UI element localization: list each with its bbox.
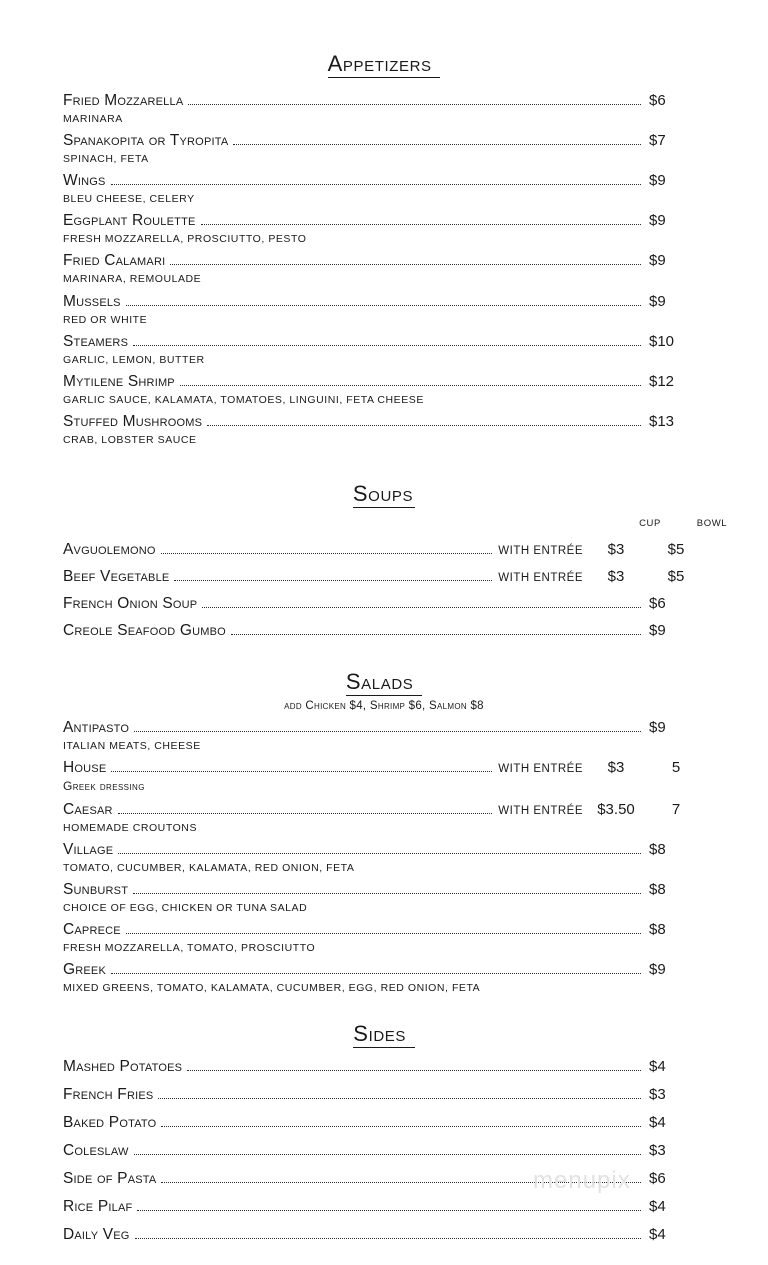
menu-item-name: French Onion Soup [63,594,198,612]
menu-item [63,1058,705,1076]
column-header-bowl: BOWL [696,517,728,529]
menu-item-name: Fried Calamari [63,252,166,270]
menu-item [63,881,705,914]
menu-item [63,252,705,285]
menu-item-list [63,1058,705,1244]
menu-item-name: Antipasto [63,719,130,737]
menupix-watermark: menupix [533,1167,631,1194]
section-title: Soups [353,482,415,508]
menu-item [63,373,705,406]
section-heading-sides [63,1022,705,1048]
menu-item-name: Wings [63,172,106,190]
with-entree-note: WITH ENTRÉE [498,571,583,584]
menu-item-row [63,1198,705,1216]
menu-item [63,568,705,586]
menu-item [63,413,705,446]
menu-item-price: $6 [649,594,666,612]
menu-item-name: Spanakopita or Tyropita [63,132,229,150]
menu-item [63,801,705,834]
menu-item-row [63,373,705,391]
dot-leader [118,813,493,814]
dot-leader [134,731,641,732]
menu-item [63,759,705,794]
menu-item-name: Side of Pasta [63,1170,157,1188]
menu-item-price: $3 [649,1086,666,1104]
menu-item-row [63,801,705,819]
menu-item-description: GARLIC SAUCE, KALAMATA, TOMATOES, LINGUINI, FETA CHEESE [63,393,424,406]
dot-leader [134,1154,641,1155]
dot-leader [161,1126,641,1127]
menu-item-name: Fried Mozzarella [63,92,184,110]
menu-item [63,1170,705,1188]
dot-leader [111,184,641,185]
menu-item-row [63,172,705,190]
section-title: Sides [353,1022,414,1048]
menu-item-price: $12 [649,372,675,390]
section-sides [63,994,705,1244]
menu-item-name: Steamers [63,332,129,350]
menu-item [63,1198,705,1216]
menu-item-row [63,1142,705,1160]
menu-item-name: Mytilene Shrimp [63,372,175,390]
menu-item-name: Village [63,841,114,859]
menu-item-row [63,719,705,737]
menu-item-row [63,961,705,979]
menu-item-price: $9 [649,172,666,190]
menu-item-price: $6 [649,1170,666,1188]
with-entree-note: WITH ENTRÉE [498,763,583,776]
menu-item-description: BLEU CHEESE, CELERY [63,193,195,206]
menu-item-row [63,568,705,586]
menu-item-name: Avguolemono [63,540,156,558]
menu-item-price-bowl: $5 [667,540,685,558]
section-heading-soups [63,482,705,508]
menu-item-description: SPINACH, FETA [63,153,149,166]
menu-item-row [63,293,705,311]
section-appetizers [63,0,705,446]
menu-item-list [63,92,705,446]
menu-item-price: $7 [649,132,666,150]
menu-item-price: $9 [649,292,666,310]
menu-item-name: Mashed Potatoes [63,1058,183,1076]
dot-leader [202,607,641,608]
section-heading-salads [63,670,705,696]
menu-item-description: MARINARA, REMOULADE [63,273,202,286]
menu-item-price: $4 [649,1058,666,1076]
menu-item [63,719,705,752]
menu-item [63,595,705,613]
menu-item-description: CRAB, LOBSTER SAUCE [63,433,197,446]
section-subtitle-salads: add Chicken $4, Shrimp $6, Salmon $8 [284,700,484,713]
menu-item-name: Rice Pilaf [63,1198,133,1216]
with-entree-note: WITH ENTRÉE [498,544,583,557]
dot-leader [133,893,641,894]
menu-item-price-bowl: 5 [671,759,681,777]
menu-item [63,622,705,640]
menu-item-row [63,132,705,150]
menu-item-name: Coleslaw [63,1142,129,1160]
menu-item-description: MIXED GREENS, TOMATO, KALAMATA, CUCUMBER, EGG, RED ONION, FETA [63,982,481,995]
menu-item-price: $4 [649,1114,666,1132]
dot-leader [170,264,641,265]
menu-item [63,212,705,245]
menu-item-price: $9 [649,961,666,979]
menu-item-name: House [63,759,107,777]
menu-item-name: French Fries [63,1086,154,1104]
dot-leader [133,345,641,346]
menu-item-price: $8 [649,921,666,939]
menu-sections [63,0,728,1244]
menu-item-row [63,841,705,859]
dot-leader [126,305,641,306]
menu-item [63,172,705,205]
menu-item-price: $8 [649,881,666,899]
with-entree-note: WITH ENTRÉE [498,804,583,817]
section-heading-appetizers [63,52,705,78]
menu-item-price: $6 [649,92,666,110]
column-header-cup: CUP [639,517,661,529]
menu-item-name: Eggplant Roulette [63,212,196,230]
menu-item-description: GARLIC, LEMON, BUTTER [63,353,205,366]
menu-item-description: TOMATO, CUCUMBER, KALAMATA, RED ONION, FETA [63,862,355,875]
menu-item-row [63,1170,705,1188]
menu-item [63,961,705,994]
menu-item-row [63,413,705,431]
menu-item-row [63,92,705,110]
menu-item-row [63,541,705,559]
menu-item-price-bowl: 7 [671,800,681,818]
menu-item-price: $4 [649,1226,666,1244]
section-salads [63,640,705,994]
menu-item [63,921,705,954]
menu-item-name: Stuffed Mushrooms [63,412,203,430]
dot-leader [137,1210,641,1211]
menu-item-list [63,719,705,994]
menu-item-row [63,1114,705,1132]
dot-leader [180,385,641,386]
menu-item [63,841,705,874]
dot-leader [161,1182,641,1183]
menu-item-row [63,212,705,230]
menu-item-row [63,1226,705,1244]
menu-item [63,333,705,366]
dot-leader [231,634,641,635]
menu-item-price: $9 [649,252,666,270]
menu-item-description: CHOICE OF EGG, CHICKEN OR TUNA SALAD [63,902,308,915]
dot-leader [207,425,641,426]
menu-item-name: Greek [63,961,107,979]
menu-item-price: $4 [649,1198,666,1216]
menu-item-name: Caesar [63,800,113,818]
dot-leader [111,771,492,772]
menu-item-list [63,541,705,640]
menu-item [63,92,705,125]
dot-leader [174,580,492,581]
menu-item-row [63,1058,705,1076]
section-title: Appetizers [328,52,441,78]
menu-item-row [63,921,705,939]
menu-item-row [63,759,705,777]
dot-leader [233,144,641,145]
menu-item-name: Sunburst [63,881,129,899]
menu-item-price: $9 [649,621,666,639]
menu-item-price: $3 [649,1142,666,1160]
menu-item-row [63,622,705,640]
menu-item [63,1086,705,1104]
price-column-headers [63,517,728,532]
dot-leader [126,933,641,934]
menu-item-row [63,252,705,270]
menu-item-row [63,1086,705,1104]
menu-item-price: $9 [649,719,666,737]
menu-item-description: FRESH MOZZARELLA, TOMATO, PROSCIUTTO [63,942,316,955]
menu-item-name: Daily Veg [63,1226,130,1244]
menu-item [63,1226,705,1244]
menu-item-row [63,333,705,351]
dot-leader [188,104,641,105]
menu-item-price-cup: $3 [607,567,625,585]
dot-leader [187,1070,641,1071]
menu-item-name: Creole Seafood Gumbo [63,621,226,639]
menu-item-price: $9 [649,212,666,230]
dot-leader [161,553,493,554]
menu-item [63,1114,705,1132]
menu-item-row [63,595,705,613]
menu-item-price-cup: $3.50 [597,800,635,818]
menu-item-price: $8 [649,841,666,859]
menu-item-name: Mussels [63,292,121,310]
menu-item-description: RED OR WHITE [63,313,148,326]
menu-item [63,293,705,326]
section-soups [63,446,728,640]
menu-item-price-bowl: $5 [667,567,685,585]
dot-leader [118,853,641,854]
menu-item [63,541,705,559]
menu-item-name: Caprece [63,921,121,939]
menu-item [63,132,705,165]
menu-item [63,1142,705,1160]
menu-item-name: Baked Potato [63,1114,157,1132]
dot-leader [135,1238,641,1239]
menu-item-price: $10 [649,332,675,350]
menu-item-row [63,881,705,899]
menu-item-description: HOMEMADE CROUTONS [63,821,197,834]
menu-item-price-cup: $3 [607,759,625,777]
dot-leader [111,973,641,974]
menu-item-description: Greek dressing [63,779,145,794]
menu-item-description: MARINARA [63,113,123,126]
menu-item-price: $13 [649,412,675,430]
section-title: Salads [346,670,422,696]
menu-item-description: FRESH MOZZARELLA, PROSCIUTTO, PESTO [63,233,307,246]
menu-item-name: Beef Vegetable [63,567,170,585]
dot-leader [158,1098,641,1099]
menu-item-price-cup: $3 [607,540,625,558]
menu-item-description: ITALIAN MEATS, CHEESE [63,740,201,753]
dot-leader [201,224,641,225]
